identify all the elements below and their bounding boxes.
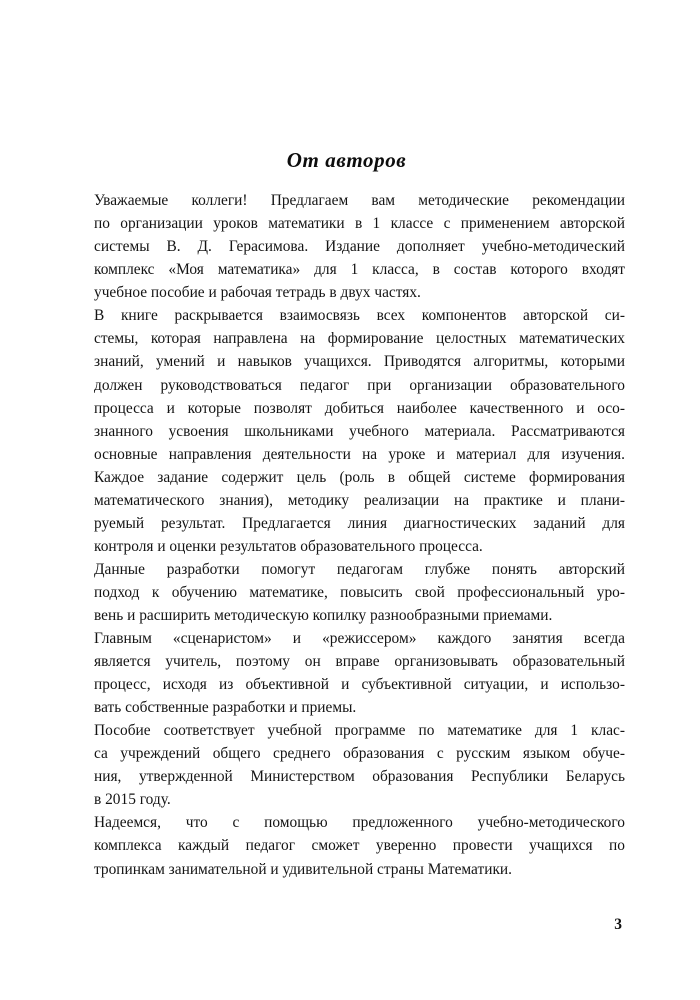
text-line: по организации уроков математики в 1 классе с применением авторской	[94, 215, 625, 233]
text-line: учебное пособие и рабочая тетрадь в двух частях.	[94, 284, 421, 302]
paragraph-6	[68, 811, 625, 880]
page-number: 3	[614, 916, 622, 933]
paragraph-3	[68, 558, 625, 627]
text-line: комплекса каждый педагог сможет уверенно провести учащихся по	[94, 837, 625, 855]
text-line: системы В. Д. Герасимова. Издание дополняет учебно-методический	[94, 238, 625, 256]
paragraph-4	[68, 627, 625, 719]
text-line: подход к обучению математике, повысить свой профессиональный уро-	[94, 583, 625, 601]
text-line: является учитель, поэтому он вправе организовывать образовательный	[94, 653, 625, 671]
text-line: вень и расширить методическую копилку разнообразными приемами.	[94, 606, 553, 624]
text-line: математического знания), методику реализации на практике и плани-	[94, 491, 625, 509]
text-line: знанного усвоения школьниками учебного материала. Рассматриваются	[94, 422, 625, 440]
text-line: руемый результат. Предлагается линия диагностических заданий для	[94, 514, 625, 532]
body-text	[68, 189, 625, 880]
text-line: тропинкам занимательной и удивительной страны Математики.	[94, 860, 513, 878]
text-line: Главным «сценаристом» и «режиссером» каждого занятия всегда	[94, 630, 625, 648]
text-line: должен руководствоваться педагог при организации образовательного	[94, 376, 625, 394]
text-line: комплекс «Моя математика» для 1 класса, в состав которого входят	[94, 261, 625, 279]
paragraph-5	[68, 719, 625, 811]
paragraph-1	[68, 189, 625, 304]
page-title: От авторов	[286, 148, 407, 172]
text-line: процесса и которые позволят добиться наиболее качественного и осо-	[94, 399, 625, 417]
text-line: контроля и оценки результатов образовательного процесса.	[94, 537, 483, 555]
text-line: ния, утвержденной Министерством образования Республики Беларусь	[94, 768, 625, 786]
paragraph-2	[68, 304, 625, 558]
text-line: вать собственные разработки и приемы.	[94, 699, 357, 717]
text-line: знаний, умений и навыков учащихся. Приводятся алгоритмы, которыми	[94, 353, 625, 371]
text-line: процесс, исходя из объективной и субъективной ситуации, и использо-	[94, 676, 625, 694]
text-line: стемы, которая направлена на формирование целостных математических	[94, 330, 625, 348]
text-line: основные направления деятельности на уроке и материал для изучения.	[94, 445, 625, 463]
text-line: Данные разработки помогут педагогам глубже понять авторский	[94, 560, 625, 578]
page-content	[68, 148, 625, 881]
text-line: Надеемся, что с помощью предложенного учебно-методического	[94, 814, 625, 832]
text-line: в 2015 году.	[94, 791, 171, 809]
text-line: Пособие соответствует учебной программе по математике для 1 клас-	[94, 722, 625, 740]
text-line: Каждое задание содержит цель (роль в общей системе формирования	[94, 468, 625, 486]
text-line: са учреждений общего среднего образования с русским языком обуче-	[94, 745, 625, 763]
text-line: В книге раскрывается взаимосвязь всех компонентов авторской си-	[94, 307, 625, 325]
text-line: Уважаемые коллеги! Предлагаем вам методические рекомендации	[94, 192, 625, 210]
